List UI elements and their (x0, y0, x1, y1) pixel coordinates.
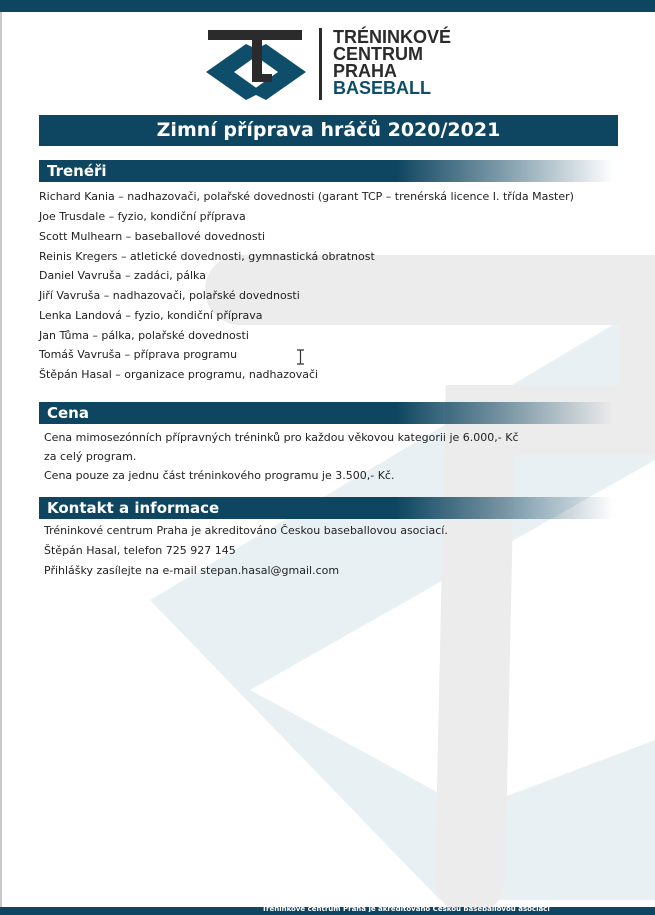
price-line: Cena pouze za jednu část tréninkového programu je 3.500,- Kč. (44, 469, 395, 482)
logo-wordmark (333, 29, 451, 97)
trainer-item: Richard Kania – nadhazovači, polařské dovednosti (garant TCP – trenérská licence I. třída Master) (39, 190, 574, 203)
trainer-item: Lenka Landová – fyzio, kondiční příprava (39, 309, 263, 322)
logo-line-1: TRÉNINKOVÉ (333, 27, 452, 47)
trainer-item: Tomáš Vavruša – příprava programu (39, 348, 238, 361)
trainer-item: Štěpán Hasal – organizace programu, nadhazovači (39, 368, 319, 381)
trainer-item: Daniel Vavruša – zadáci, pálka (39, 269, 206, 282)
footer-text: Tréninkové centrum Praha je akreditováno Českou baseballovou asociací (262, 906, 550, 912)
logo-line-accent: BASEBALL (333, 78, 431, 98)
price-line: za celý program. (44, 450, 137, 463)
contact-line-email: Přihlášky zasílejte na e-mail stepan.hasal@gmail.com (44, 564, 340, 577)
price-line: Cena mimosezónních přípravných tréninků pro každou věkovou kategorii je 6.000,- Kč (44, 431, 519, 444)
trainer-item: Scott Mulhearn – baseballové dovednosti (39, 230, 266, 243)
logo-line-2: CENTRUM (333, 44, 423, 64)
text-cursor-icon (296, 349, 305, 365)
trainer-item: Reinis Kregers – atletické dovednosti, gymnastická obratnost (39, 250, 375, 263)
trainer-item: Jiří Vavruša – nadhazovači, polařské dovednosti (39, 289, 300, 302)
contact-line: Štěpán Hasal, telefon 725 927 145 (44, 544, 236, 557)
contact-line: Tréninkové centrum Praha je akreditováno Českou baseballovou asociací. (44, 524, 448, 537)
section-heading-price: Cena (39, 402, 614, 424)
trainer-item: Jan Tůma – pálka, polařské dovednosti (39, 329, 249, 342)
section-heading-trainers: Trenéři (39, 160, 614, 182)
trainer-item: Joe Trusdale – fyzio, kondiční příprava (39, 210, 246, 223)
page-title: Zimní příprava hráčů 2020/2021 (39, 115, 618, 146)
logo-line-3: PRAHA (333, 61, 398, 81)
section-heading-contact: Kontakt a informace (39, 497, 614, 519)
